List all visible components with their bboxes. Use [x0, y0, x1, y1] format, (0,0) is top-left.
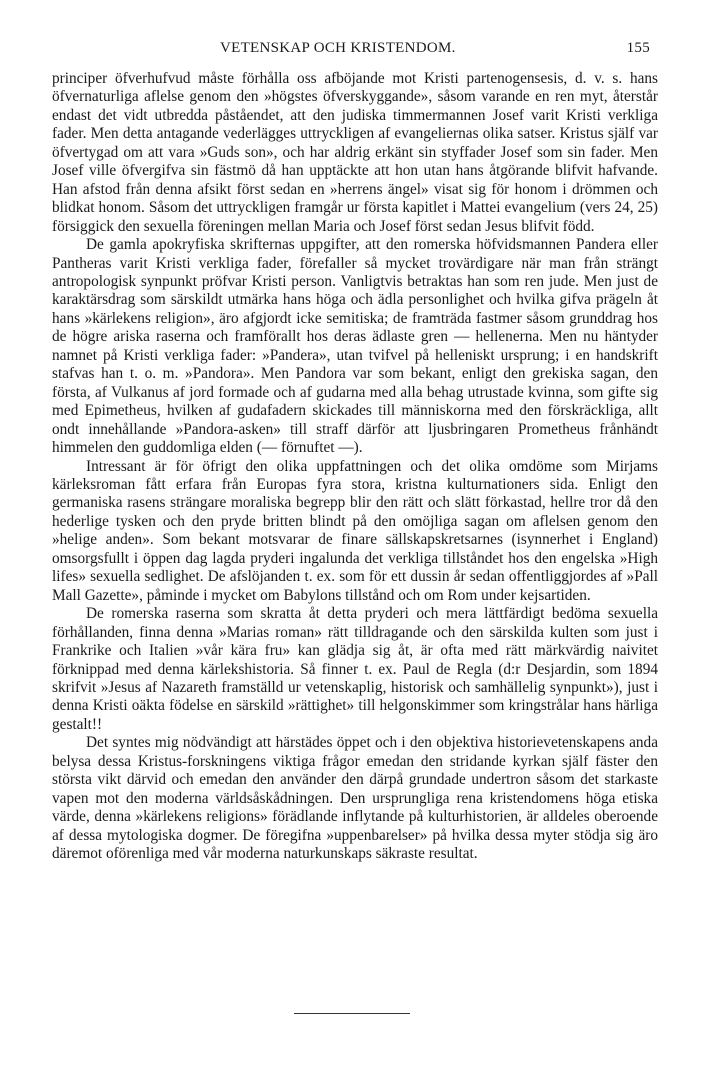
paragraph-romance-races: De romerska raserna som skratta åt detta pryderi och mera lättfärdigt bedöma sexuella förhållanden, finna denna »Marias roman» rätt tilldragande och den särskilda kulten som just i Frankrike och Italien »vår kära fru» kan glädja sig åt, är ofta med rätt märkvärdig naivitet förknippad med denna kärlekshistoria. Så finner t. ex. Paul de Regla (d:r Desjardin, som 1894 skrifvit »Jesus af Nazareth framställd ur vetenskaplig, historisk och samhällelig synpunkt»), just i denna Kristi oäkta födelse en särskild »rättighet» till helgonskimmer som kringstrålar hans härliga gestalt!!: [52, 605, 658, 733]
paragraph-mirjam: Intressant är för öfrigt den olika uppfattningen och det olika omdöme som Mirjams kärleksroman fått erfara från Europas fyra stora, kristna kulturnationers sida. Enligt den germaniska rasens strängare moraliska begrepp blir den rätt och slätt förkastad, hellre tror då den hederlige tysken och den pryde britten blindt på den omöjliga sagan om aflelsen genom den »helige anden». Som bekant motsvarar de finare sällskapskretsarnes (isynnerhet i England) omsorgsfullt i öppen dag lagda pryderi ingalunda det verkliga tillståndet hos den engelska »High lifes» sexuella sedlighet. De afslöjanden t. ex. som för ett dussin år sedan offentliggjordes af »Pall Mall Gazette», påminde i mycket om Babylons tillstånd och om Rom under kejsartiden.: [52, 457, 658, 604]
page-number: 155: [626, 40, 650, 56]
paragraph-conclusion: Det syntes mig nödvändigt att härstädes öppet och i den objektiva historievetenskapens anda belysa dessa Kristus-forskningens viktiga frågor emedan den stridande kyrkan själf fäster den största vikt därvid och emedan den använder den därpå grundade undertron såsom det starkaste vapen mot den moderna världsåskådningen. Den ursprungliga rena kristendomens höga etiska värde, denna »kärlekens religions» förädlande inflytande på kulturhistorien, är alldeles oberoende af dessa mytologiska dogmer. De föregifna »uppenbarelser» på hvilka dessa myter stödja sig äro däremot oförenliga med vår moderna naturkunskaps säkraste resultat.: [52, 734, 658, 863]
running-title: VETENSKAP OCH KRISTENDOM.: [220, 40, 456, 56]
section-end-rule: [294, 1013, 410, 1014]
page: [52, 36, 658, 863]
body-text: [52, 70, 658, 863]
paragraph-continuation: principer öfverhufvud måste förhålla oss afböjande mot Kristi partenogensesis, d. v. s. hans öfvernaturliga aflelse genom den »högstes öfverskyggande», såsom varande en ren myt, återstår endast det vidt utbredda påståendet, att den judiska timmermannen Josef varit Kristi verkliga fader. Men detta antagande vederlägges uttryckligen af evangeliernas olika satser. Kristus själf var öfvertygad om att vara »Guds son», och har aldrig erkänt sin styffader Josef som sin fader. Men Josef ville öfvergifva sin fästmö då han upptäckte att hon utan hans åtgörande blifvit hafvande. Han afstod från denna afsikt först sedan en »herrens ängel» visat sig för honom i drömmen och blidkat honom. Såsom det uttryckligen framgår ur första kapitlet i Mattei evangelium (vers 24, 25) försiggick den sexuella föreningen mellan Maria och Josef först sedan Jesus blifvit född.: [52, 70, 658, 235]
running-head: [52, 36, 658, 60]
paragraph-pandera: De gamla apokryfiska skrifternas uppgifter, att den romerska höfvidsmannen Pandera eller Pantheras varit Kristi verkliga fader, förefaller så mycket trovärdigare när man från strängt antropologisk synpunkt pröfvar Kristi person. Vanligtvis betraktas han som ren jude. Men just de karaktärsdrag som särskildt utmärka hans höga och ädla personlighet och hvilka gifva prägeln åt hans »kärlekens religion», äro afgjordt icke semitiska; de framträda fastmer såsom grunddrag hos de högre ariska raserna och framförallt hos deras ädlaste gren — hellenerna. Men nu häntyder namnet på Kristi verkliga fader: »Pandera», utan tvifvel på helleniskt ursprung; i en handskrift stafvas han t. o. m. »Pandora». Men Pandora var som bekant, enligt den grekiska sagan, den första, af Vulkanus af jord formade och af gudarna med alla behag utrustade kvinna, som gifte sig med Epimetheus, hvilken af gudafadern skickades till människorna med den förskräckliga, allt ondt innehållande »Pandora-asken» till straff därför att ljusbringaren Prometheus frånhändt himmelen den guddomliga elden (— förnuftet —).: [52, 236, 658, 457]
